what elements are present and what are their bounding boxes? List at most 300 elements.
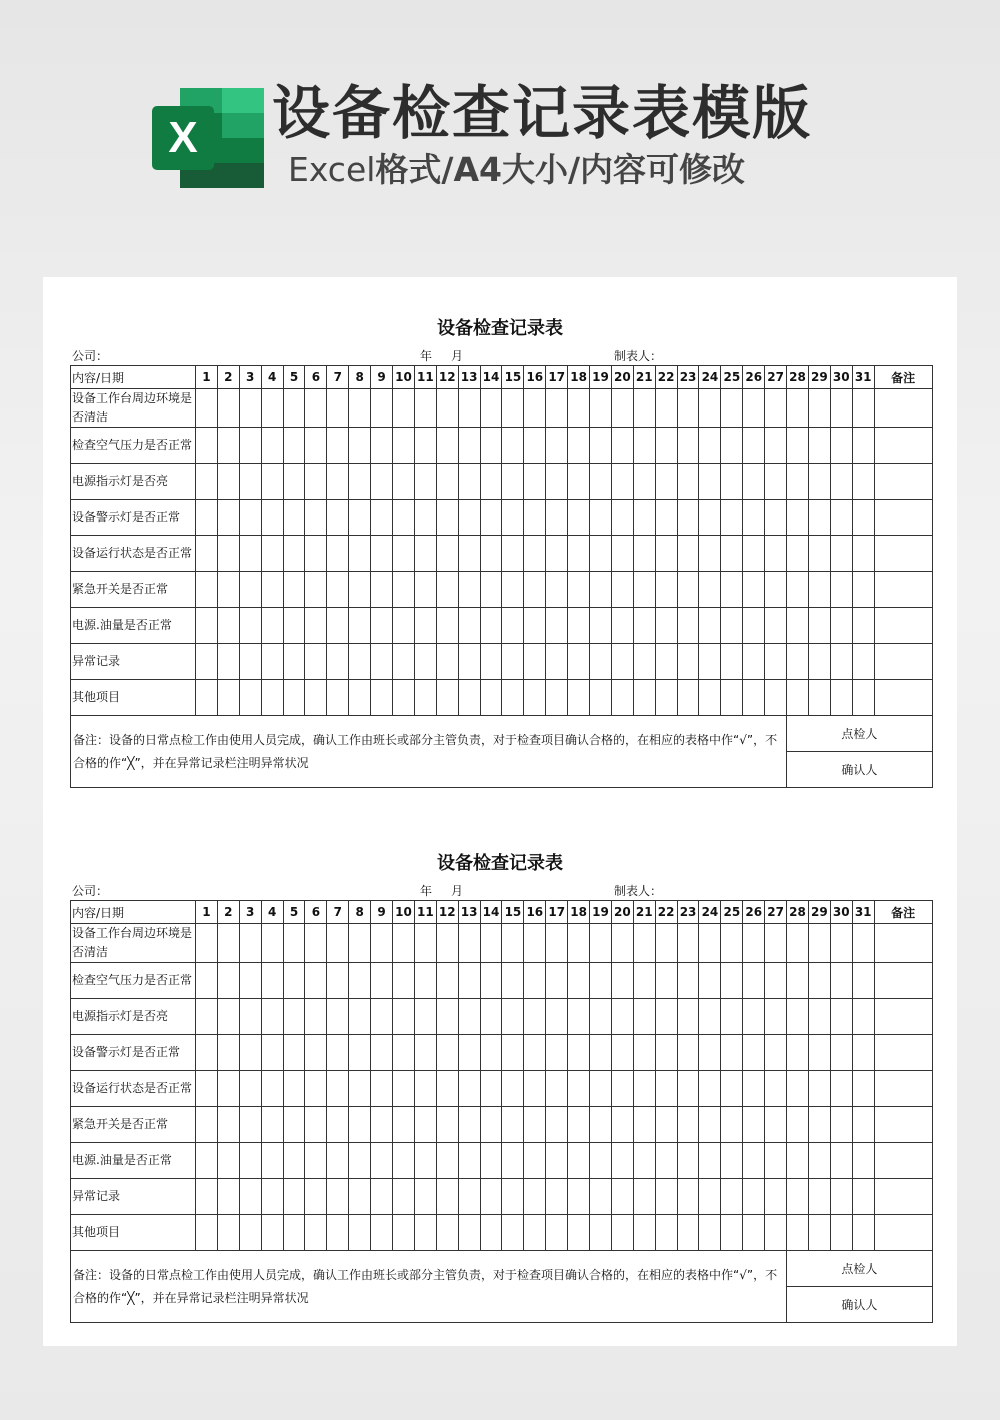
check-cell[interactable]	[393, 1107, 415, 1143]
check-cell[interactable]	[327, 680, 349, 716]
check-cell[interactable]	[787, 924, 809, 963]
check-cell[interactable]	[371, 680, 393, 716]
check-cell[interactable]	[699, 924, 721, 963]
check-cell[interactable]	[305, 924, 327, 963]
check-cell[interactable]	[765, 572, 787, 608]
check-cell[interactable]	[852, 963, 874, 999]
check-cell[interactable]	[765, 536, 787, 572]
check-cell[interactable]	[633, 608, 655, 644]
check-cell[interactable]	[327, 464, 349, 500]
check-cell[interactable]	[546, 999, 568, 1035]
check-cell[interactable]	[590, 428, 612, 464]
check-cell[interactable]	[414, 500, 436, 536]
check-cell[interactable]	[196, 1107, 218, 1143]
check-cell[interactable]	[393, 608, 415, 644]
check-cell[interactable]	[524, 999, 546, 1035]
remark-cell[interactable]	[874, 428, 932, 464]
check-cell[interactable]	[743, 428, 765, 464]
check-cell[interactable]	[305, 428, 327, 464]
check-cell[interactable]	[568, 999, 590, 1035]
check-cell[interactable]	[261, 1035, 283, 1071]
check-cell[interactable]	[830, 1215, 852, 1251]
check-cell[interactable]	[239, 999, 261, 1035]
check-cell[interactable]	[524, 500, 546, 536]
check-cell[interactable]	[611, 1035, 633, 1071]
check-cell[interactable]	[283, 572, 305, 608]
check-cell[interactable]	[787, 1107, 809, 1143]
check-cell[interactable]	[327, 644, 349, 680]
check-cell[interactable]	[721, 1179, 743, 1215]
check-cell[interactable]	[546, 1071, 568, 1107]
check-cell[interactable]	[283, 924, 305, 963]
check-cell[interactable]	[305, 1071, 327, 1107]
check-cell[interactable]	[677, 1035, 699, 1071]
check-cell[interactable]	[765, 464, 787, 500]
check-cell[interactable]	[261, 428, 283, 464]
check-cell[interactable]	[524, 389, 546, 428]
check-cell[interactable]	[414, 1179, 436, 1215]
check-cell[interactable]	[590, 608, 612, 644]
check-cell[interactable]	[349, 1215, 371, 1251]
check-cell[interactable]	[611, 1071, 633, 1107]
check-cell[interactable]	[524, 572, 546, 608]
check-cell[interactable]	[808, 428, 830, 464]
check-cell[interactable]	[568, 924, 590, 963]
check-cell[interactable]	[524, 680, 546, 716]
check-cell[interactable]	[261, 1215, 283, 1251]
check-cell[interactable]	[743, 963, 765, 999]
check-cell[interactable]	[721, 608, 743, 644]
check-cell[interactable]	[633, 963, 655, 999]
check-cell[interactable]	[787, 536, 809, 572]
check-cell[interactable]	[327, 924, 349, 963]
check-cell[interactable]	[393, 1071, 415, 1107]
check-cell[interactable]	[633, 1035, 655, 1071]
check-cell[interactable]	[393, 428, 415, 464]
remark-cell[interactable]	[874, 1035, 932, 1071]
check-cell[interactable]	[349, 608, 371, 644]
check-cell[interactable]	[590, 680, 612, 716]
check-cell[interactable]	[502, 389, 524, 428]
check-cell[interactable]	[852, 500, 874, 536]
check-cell[interactable]	[633, 500, 655, 536]
check-cell[interactable]	[502, 999, 524, 1035]
check-cell[interactable]	[458, 1035, 480, 1071]
check-cell[interactable]	[327, 389, 349, 428]
check-cell[interactable]	[655, 428, 677, 464]
check-cell[interactable]	[196, 963, 218, 999]
check-cell[interactable]	[261, 389, 283, 428]
check-cell[interactable]	[371, 999, 393, 1035]
check-cell[interactable]	[655, 536, 677, 572]
check-cell[interactable]	[568, 1215, 590, 1251]
check-cell[interactable]	[217, 536, 239, 572]
check-cell[interactable]	[217, 1071, 239, 1107]
check-cell[interactable]	[677, 999, 699, 1035]
check-cell[interactable]	[590, 999, 612, 1035]
check-cell[interactable]	[787, 644, 809, 680]
check-cell[interactable]	[590, 1215, 612, 1251]
check-cell[interactable]	[524, 1107, 546, 1143]
check-cell[interactable]	[568, 1107, 590, 1143]
check-cell[interactable]	[217, 1035, 239, 1071]
check-cell[interactable]	[480, 924, 502, 963]
check-cell[interactable]	[633, 536, 655, 572]
check-cell[interactable]	[765, 680, 787, 716]
check-cell[interactable]	[393, 389, 415, 428]
check-cell[interactable]	[808, 1143, 830, 1179]
check-cell[interactable]	[349, 999, 371, 1035]
check-cell[interactable]	[261, 999, 283, 1035]
check-cell[interactable]	[480, 644, 502, 680]
check-cell[interactable]	[633, 1179, 655, 1215]
check-cell[interactable]	[283, 644, 305, 680]
check-cell[interactable]	[261, 1143, 283, 1179]
check-cell[interactable]	[677, 644, 699, 680]
check-cell[interactable]	[568, 963, 590, 999]
check-cell[interactable]	[699, 608, 721, 644]
check-cell[interactable]	[502, 1107, 524, 1143]
check-cell[interactable]	[590, 389, 612, 428]
check-cell[interactable]	[327, 536, 349, 572]
check-cell[interactable]	[327, 1215, 349, 1251]
check-cell[interactable]	[261, 500, 283, 536]
check-cell[interactable]	[830, 924, 852, 963]
check-cell[interactable]	[217, 572, 239, 608]
check-cell[interactable]	[633, 1071, 655, 1107]
check-cell[interactable]	[217, 924, 239, 963]
check-cell[interactable]	[393, 500, 415, 536]
check-cell[interactable]	[349, 924, 371, 963]
check-cell[interactable]	[349, 963, 371, 999]
check-cell[interactable]	[393, 963, 415, 999]
check-cell[interactable]	[436, 572, 458, 608]
check-cell[interactable]	[633, 1107, 655, 1143]
check-cell[interactable]	[239, 608, 261, 644]
check-cell[interactable]	[327, 999, 349, 1035]
check-cell[interactable]	[371, 644, 393, 680]
check-cell[interactable]	[327, 500, 349, 536]
check-cell[interactable]	[787, 1071, 809, 1107]
check-cell[interactable]	[568, 1179, 590, 1215]
check-cell[interactable]	[239, 924, 261, 963]
check-cell[interactable]	[655, 1107, 677, 1143]
check-cell[interactable]	[436, 536, 458, 572]
check-cell[interactable]	[414, 608, 436, 644]
check-cell[interactable]	[458, 963, 480, 999]
check-cell[interactable]	[239, 464, 261, 500]
check-cell[interactable]	[480, 608, 502, 644]
check-cell[interactable]	[524, 536, 546, 572]
check-cell[interactable]	[633, 644, 655, 680]
check-cell[interactable]	[721, 680, 743, 716]
check-cell[interactable]	[502, 428, 524, 464]
check-cell[interactable]	[655, 1071, 677, 1107]
check-cell[interactable]	[524, 963, 546, 999]
check-cell[interactable]	[765, 924, 787, 963]
check-cell[interactable]	[743, 1107, 765, 1143]
check-cell[interactable]	[458, 389, 480, 428]
check-cell[interactable]	[371, 428, 393, 464]
check-cell[interactable]	[239, 389, 261, 428]
check-cell[interactable]	[655, 924, 677, 963]
check-cell[interactable]	[393, 1143, 415, 1179]
check-cell[interactable]	[436, 608, 458, 644]
check-cell[interactable]	[655, 644, 677, 680]
check-cell[interactable]	[721, 1035, 743, 1071]
check-cell[interactable]	[349, 464, 371, 500]
check-cell[interactable]	[217, 428, 239, 464]
check-cell[interactable]	[217, 500, 239, 536]
check-cell[interactable]	[743, 536, 765, 572]
check-cell[interactable]	[721, 924, 743, 963]
check-cell[interactable]	[371, 464, 393, 500]
check-cell[interactable]	[721, 428, 743, 464]
remark-cell[interactable]	[874, 608, 932, 644]
check-cell[interactable]	[283, 1143, 305, 1179]
check-cell[interactable]	[830, 1071, 852, 1107]
check-cell[interactable]	[349, 500, 371, 536]
check-cell[interactable]	[305, 680, 327, 716]
check-cell[interactable]	[546, 1179, 568, 1215]
remark-cell[interactable]	[874, 500, 932, 536]
check-cell[interactable]	[808, 680, 830, 716]
remark-cell[interactable]	[874, 999, 932, 1035]
check-cell[interactable]	[743, 1179, 765, 1215]
check-cell[interactable]	[283, 1035, 305, 1071]
check-cell[interactable]	[196, 924, 218, 963]
check-cell[interactable]	[196, 389, 218, 428]
check-cell[interactable]	[677, 1143, 699, 1179]
check-cell[interactable]	[568, 428, 590, 464]
check-cell[interactable]	[261, 924, 283, 963]
remark-cell[interactable]	[874, 644, 932, 680]
check-cell[interactable]	[327, 1179, 349, 1215]
check-cell[interactable]	[655, 1035, 677, 1071]
check-cell[interactable]	[611, 1143, 633, 1179]
check-cell[interactable]	[283, 999, 305, 1035]
check-cell[interactable]	[787, 389, 809, 428]
check-cell[interactable]	[611, 680, 633, 716]
check-cell[interactable]	[765, 644, 787, 680]
check-cell[interactable]	[239, 572, 261, 608]
check-cell[interactable]	[721, 999, 743, 1035]
check-cell[interactable]	[590, 500, 612, 536]
check-cell[interactable]	[480, 500, 502, 536]
check-cell[interactable]	[458, 464, 480, 500]
check-cell[interactable]	[327, 608, 349, 644]
check-cell[interactable]	[480, 1071, 502, 1107]
check-cell[interactable]	[546, 572, 568, 608]
remark-cell[interactable]	[874, 1215, 932, 1251]
check-cell[interactable]	[808, 963, 830, 999]
check-cell[interactable]	[743, 680, 765, 716]
check-cell[interactable]	[196, 680, 218, 716]
check-cell[interactable]	[239, 1215, 261, 1251]
check-cell[interactable]	[502, 464, 524, 500]
check-cell[interactable]	[239, 1035, 261, 1071]
check-cell[interactable]	[196, 1143, 218, 1179]
check-cell[interactable]	[283, 1107, 305, 1143]
check-cell[interactable]	[414, 1215, 436, 1251]
check-cell[interactable]	[546, 644, 568, 680]
check-cell[interactable]	[677, 1071, 699, 1107]
check-cell[interactable]	[611, 644, 633, 680]
check-cell[interactable]	[699, 572, 721, 608]
check-cell[interactable]	[699, 1179, 721, 1215]
check-cell[interactable]	[546, 1143, 568, 1179]
check-cell[interactable]	[524, 1143, 546, 1179]
check-cell[interactable]	[217, 464, 239, 500]
check-cell[interactable]	[414, 428, 436, 464]
check-cell[interactable]	[721, 464, 743, 500]
check-cell[interactable]	[502, 608, 524, 644]
check-cell[interactable]	[239, 963, 261, 999]
check-cell[interactable]	[830, 608, 852, 644]
check-cell[interactable]	[458, 500, 480, 536]
check-cell[interactable]	[765, 608, 787, 644]
check-cell[interactable]	[721, 1107, 743, 1143]
check-cell[interactable]	[349, 572, 371, 608]
check-cell[interactable]	[699, 428, 721, 464]
check-cell[interactable]	[524, 1035, 546, 1071]
check-cell[interactable]	[787, 999, 809, 1035]
check-cell[interactable]	[546, 1215, 568, 1251]
check-cell[interactable]	[808, 536, 830, 572]
check-cell[interactable]	[568, 680, 590, 716]
check-cell[interactable]	[830, 999, 852, 1035]
check-cell[interactable]	[305, 1215, 327, 1251]
check-cell[interactable]	[436, 1071, 458, 1107]
check-cell[interactable]	[852, 464, 874, 500]
check-cell[interactable]	[283, 1179, 305, 1215]
check-cell[interactable]	[239, 500, 261, 536]
check-cell[interactable]	[283, 428, 305, 464]
check-cell[interactable]	[393, 572, 415, 608]
check-cell[interactable]	[808, 1035, 830, 1071]
check-cell[interactable]	[590, 536, 612, 572]
check-cell[interactable]	[261, 1071, 283, 1107]
check-cell[interactable]	[458, 1071, 480, 1107]
check-cell[interactable]	[808, 644, 830, 680]
check-cell[interactable]	[524, 1179, 546, 1215]
check-cell[interactable]	[305, 1179, 327, 1215]
check-cell[interactable]	[196, 1071, 218, 1107]
check-cell[interactable]	[393, 680, 415, 716]
check-cell[interactable]	[590, 1071, 612, 1107]
check-cell[interactable]	[546, 680, 568, 716]
check-cell[interactable]	[808, 608, 830, 644]
check-cell[interactable]	[699, 680, 721, 716]
check-cell[interactable]	[261, 536, 283, 572]
check-cell[interactable]	[371, 1071, 393, 1107]
check-cell[interactable]	[677, 536, 699, 572]
check-cell[interactable]	[458, 608, 480, 644]
check-cell[interactable]	[414, 464, 436, 500]
remark-cell[interactable]	[874, 1071, 932, 1107]
check-cell[interactable]	[349, 680, 371, 716]
check-cell[interactable]	[787, 500, 809, 536]
check-cell[interactable]	[743, 999, 765, 1035]
check-cell[interactable]	[502, 963, 524, 999]
check-cell[interactable]	[261, 1179, 283, 1215]
check-cell[interactable]	[633, 999, 655, 1035]
check-cell[interactable]	[590, 1143, 612, 1179]
check-cell[interactable]	[830, 428, 852, 464]
check-cell[interactable]	[217, 680, 239, 716]
check-cell[interactable]	[852, 1107, 874, 1143]
check-cell[interactable]	[721, 1071, 743, 1107]
check-cell[interactable]	[765, 1179, 787, 1215]
check-cell[interactable]	[261, 608, 283, 644]
check-cell[interactable]	[765, 389, 787, 428]
check-cell[interactable]	[436, 1143, 458, 1179]
check-cell[interactable]	[239, 1179, 261, 1215]
check-cell[interactable]	[217, 389, 239, 428]
check-cell[interactable]	[633, 389, 655, 428]
check-cell[interactable]	[852, 1215, 874, 1251]
check-cell[interactable]	[655, 464, 677, 500]
check-cell[interactable]	[371, 389, 393, 428]
check-cell[interactable]	[414, 999, 436, 1035]
check-cell[interactable]	[808, 500, 830, 536]
check-cell[interactable]	[217, 1179, 239, 1215]
check-cell[interactable]	[743, 644, 765, 680]
check-cell[interactable]	[393, 1215, 415, 1251]
check-cell[interactable]	[743, 1071, 765, 1107]
check-cell[interactable]	[502, 1215, 524, 1251]
check-cell[interactable]	[743, 1143, 765, 1179]
check-cell[interactable]	[546, 464, 568, 500]
check-cell[interactable]	[787, 1215, 809, 1251]
check-cell[interactable]	[327, 1035, 349, 1071]
check-cell[interactable]	[393, 1179, 415, 1215]
check-cell[interactable]	[305, 464, 327, 500]
check-cell[interactable]	[371, 1179, 393, 1215]
check-cell[interactable]	[196, 572, 218, 608]
check-cell[interactable]	[546, 1107, 568, 1143]
check-cell[interactable]	[852, 680, 874, 716]
check-cell[interactable]	[458, 1143, 480, 1179]
check-cell[interactable]	[699, 464, 721, 500]
check-cell[interactable]	[546, 608, 568, 644]
check-cell[interactable]	[611, 536, 633, 572]
check-cell[interactable]	[852, 536, 874, 572]
check-cell[interactable]	[305, 500, 327, 536]
check-cell[interactable]	[808, 1215, 830, 1251]
check-cell[interactable]	[305, 1107, 327, 1143]
check-cell[interactable]	[852, 1143, 874, 1179]
check-cell[interactable]	[349, 389, 371, 428]
check-cell[interactable]	[655, 1143, 677, 1179]
check-cell[interactable]	[436, 999, 458, 1035]
check-cell[interactable]	[524, 428, 546, 464]
check-cell[interactable]	[830, 536, 852, 572]
check-cell[interactable]	[305, 963, 327, 999]
check-cell[interactable]	[261, 572, 283, 608]
remark-cell[interactable]	[874, 536, 932, 572]
check-cell[interactable]	[611, 924, 633, 963]
check-cell[interactable]	[787, 1035, 809, 1071]
check-cell[interactable]	[524, 1071, 546, 1107]
check-cell[interactable]	[677, 1179, 699, 1215]
check-cell[interactable]	[852, 999, 874, 1035]
check-cell[interactable]	[830, 1035, 852, 1071]
check-cell[interactable]	[436, 428, 458, 464]
check-cell[interactable]	[305, 1035, 327, 1071]
check-cell[interactable]	[524, 924, 546, 963]
check-cell[interactable]	[568, 500, 590, 536]
